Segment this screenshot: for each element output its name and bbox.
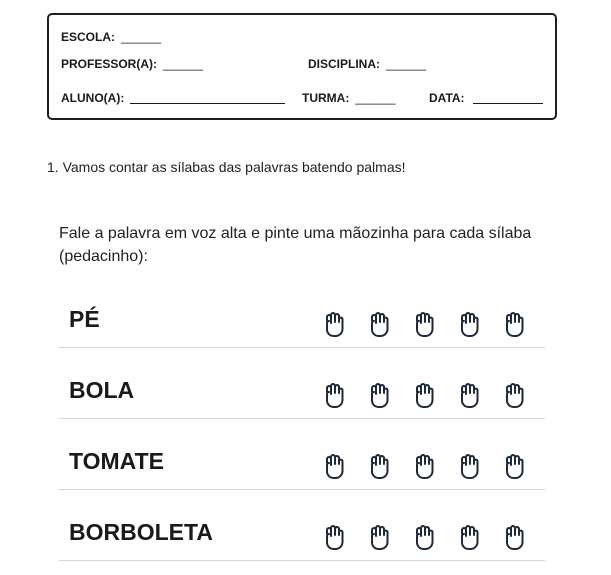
hand-icon[interactable] [412,451,434,481]
hand-icon[interactable] [457,380,479,410]
data-blank-line[interactable] [473,103,543,104]
turma-blank[interactable]: ______ [355,91,396,105]
aluno-blank-line[interactable] [130,103,285,104]
hand-icon[interactable] [412,380,434,410]
disciplina-field [308,57,426,71]
turma-field [302,91,395,105]
professor-blank[interactable]: ______ [163,57,204,71]
hand-icon[interactable] [502,451,524,481]
question-title: 1. Vamos contar as sílabas das palavras batendo palmas! [47,159,406,175]
hand-icon[interactable] [502,522,524,552]
word-label: TOMATE [69,448,164,474]
hand-icons-group [322,309,524,339]
hand-icons-group [322,522,524,552]
hand-icon[interactable] [322,522,344,552]
escola-label: ESCOLA: [61,30,115,44]
hand-icon[interactable] [412,309,434,339]
word-row [59,277,545,348]
hand-icon[interactable] [412,522,434,552]
aluno-label: ALUNO(A): [61,91,125,105]
professor-field [61,57,203,71]
student-info-box [47,13,557,120]
word-row [59,419,545,490]
word-row [59,490,545,561]
hand-icon[interactable] [367,522,389,552]
hand-icon[interactable] [322,451,344,481]
data-label: DATA: [429,91,465,105]
hand-icon[interactable] [322,309,344,339]
hand-icon[interactable] [502,380,524,410]
disciplina-label: DISCIPLINA: [308,57,380,71]
turma-label: TURMA: [302,91,350,105]
hand-icon[interactable] [457,309,479,339]
hand-icons-group [322,451,524,481]
disciplina-blank[interactable]: ______ [386,57,427,71]
word-row [59,348,545,419]
word-label: BORBOLETA [69,519,213,545]
hand-icon[interactable] [367,451,389,481]
question-instruction: Fale a palavra em voz alta e pinte uma mãozinha para cada sílaba (pedacinho): [59,225,532,265]
word-label: PÉ [69,306,100,332]
word-label: BOLA [69,377,135,403]
data-field [429,91,543,105]
hand-icon[interactable] [367,380,389,410]
hand-icon[interactable] [457,451,479,481]
hand-icon[interactable] [367,309,389,339]
hand-icon[interactable] [502,309,524,339]
hand-icon[interactable] [457,522,479,552]
hand-icon[interactable] [322,380,344,410]
escola-field [61,30,161,44]
aluno-field [61,91,285,105]
hand-icons-group [322,380,524,410]
professor-label: PROFESSOR(A): [61,57,157,71]
escola-blank[interactable]: ______ [121,30,162,44]
